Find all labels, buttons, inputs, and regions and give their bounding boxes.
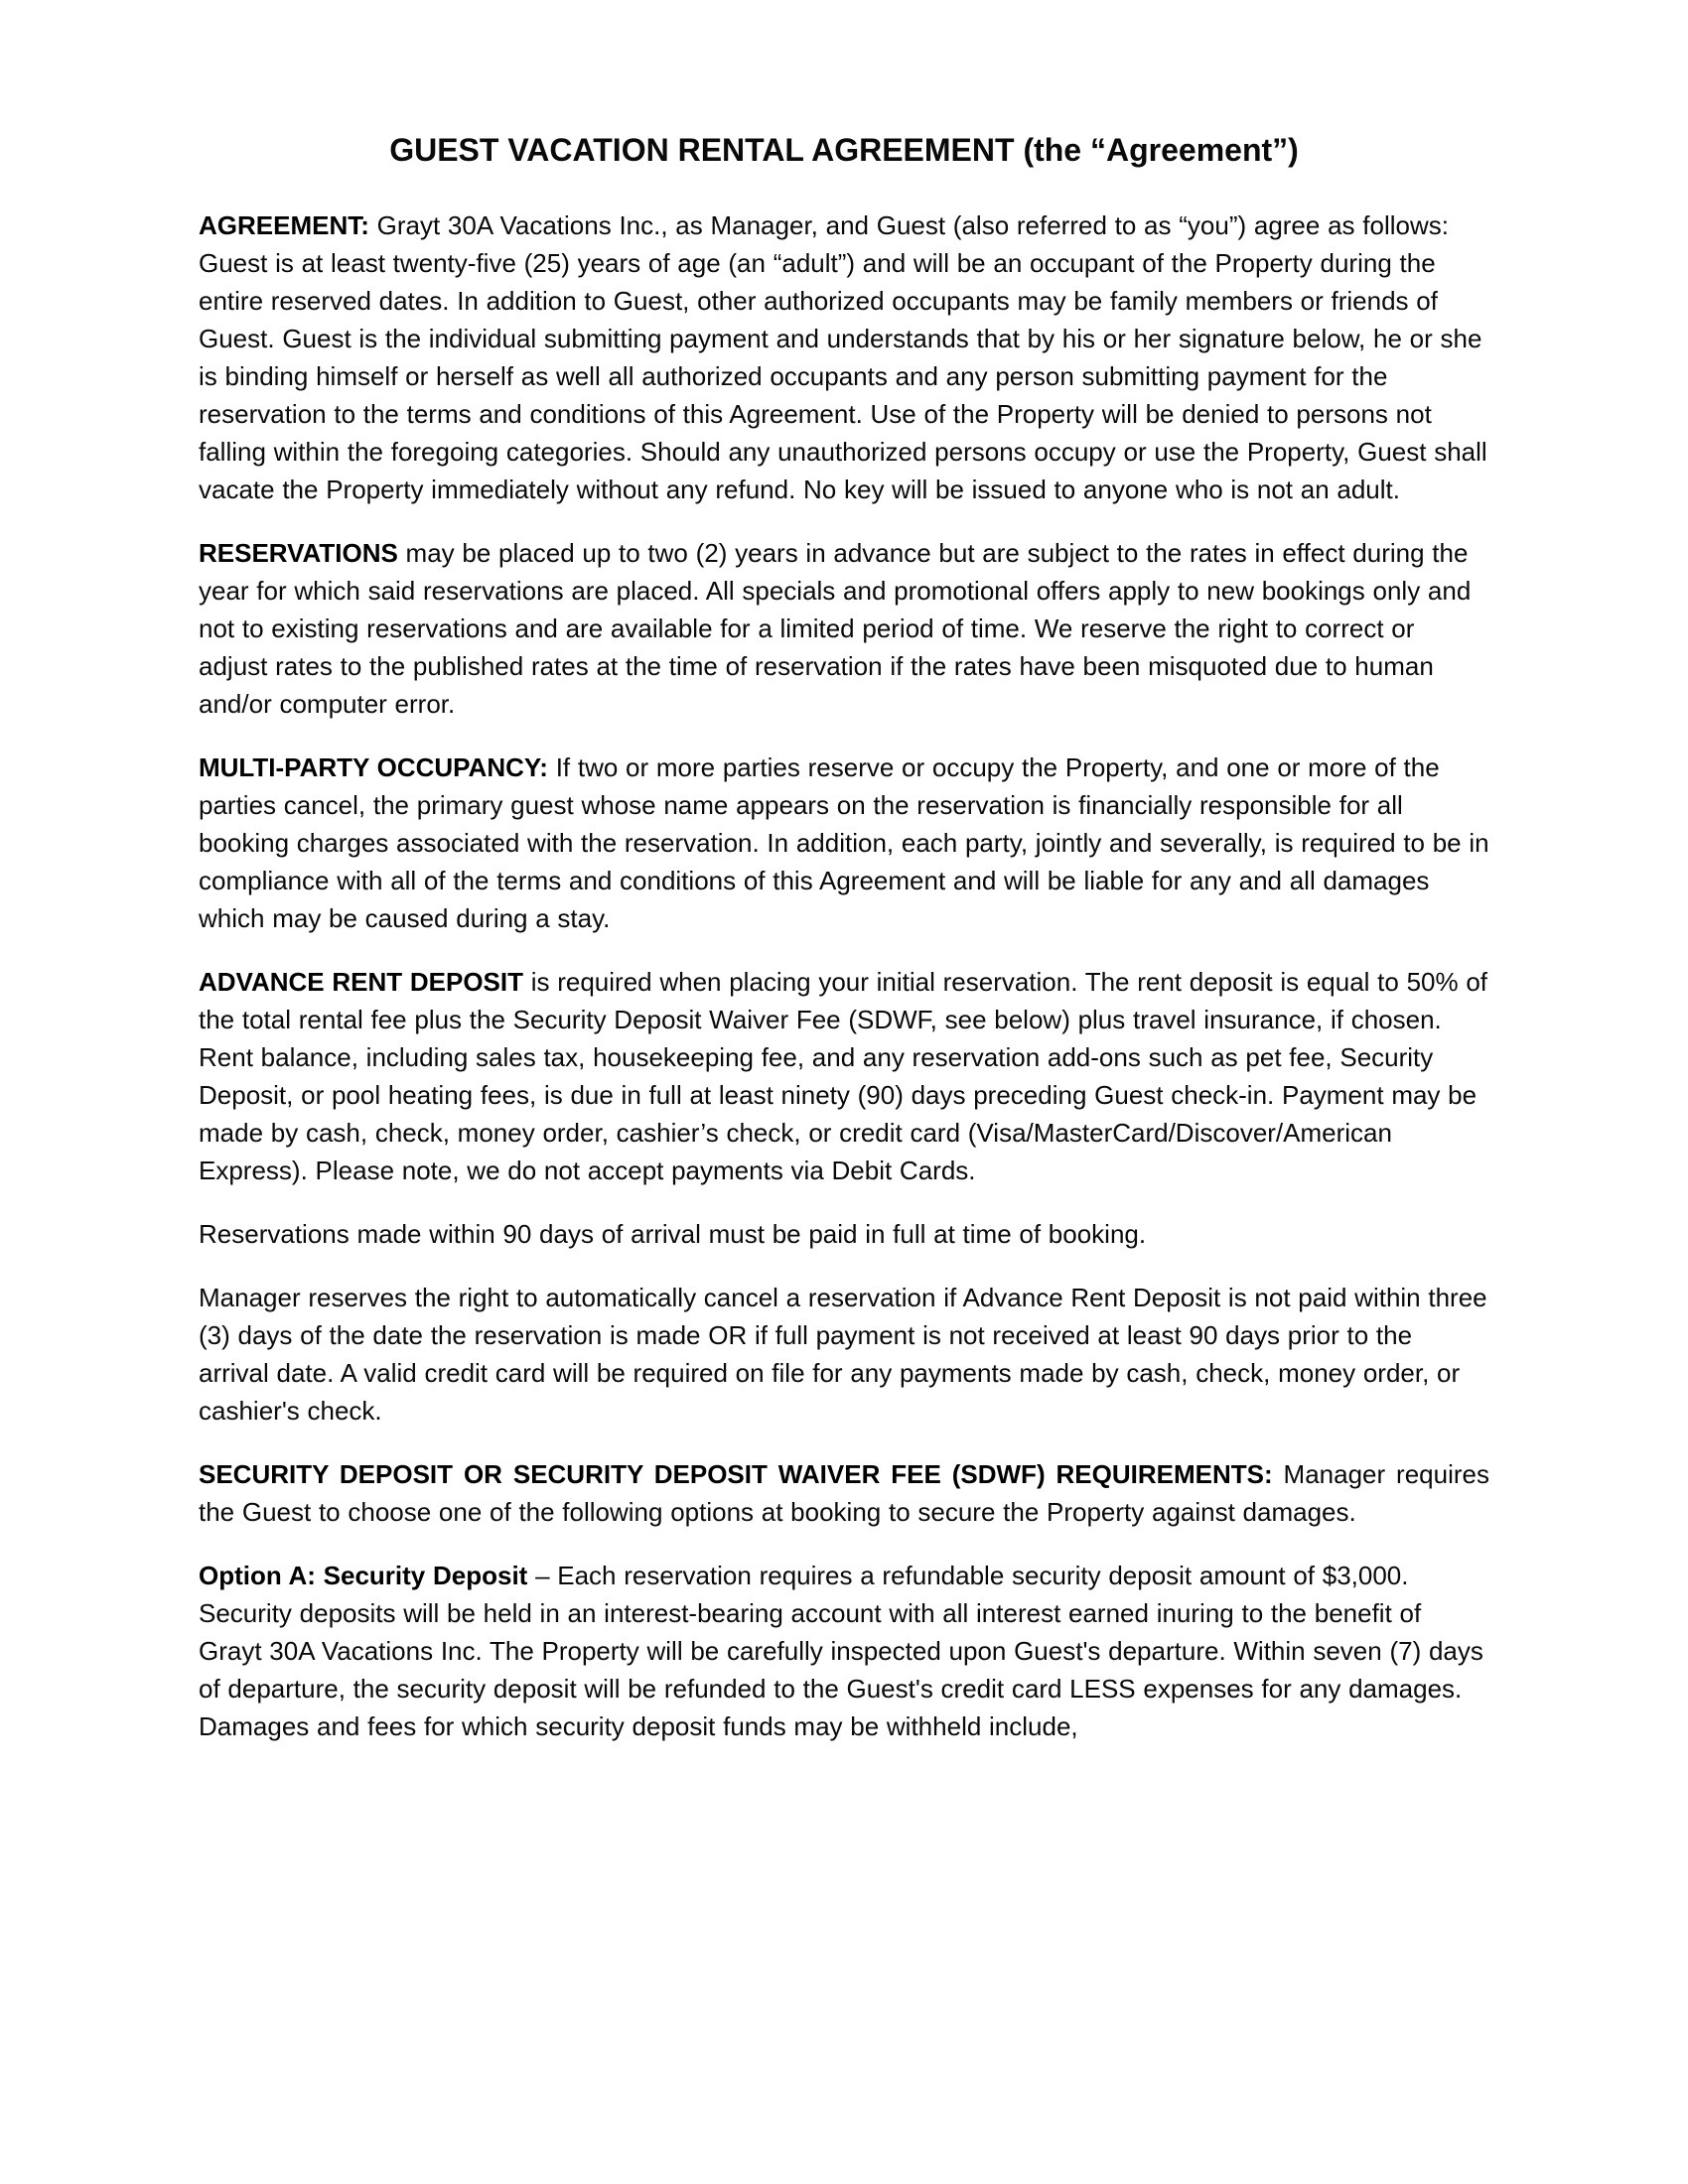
paragraph-lead: MULTI-PARTY OCCUPANCY: (199, 752, 548, 782)
document-body (199, 206, 1489, 1745)
paragraph-lead: ADVANCE RENT DEPOSIT (199, 967, 523, 997)
paragraph: ADVANCE RENT DEPOSIT is required when placing your initial reservation. The rent deposit is equal to 50% of the total rental fee plus the Security Deposit Waiver Fee (SDWF, see below) plus travel insurance, if chosen. Rent balance, including sales tax, housekeeping fee, and any reservation add-ons such as pet fee, Security Deposit, or pool heating fees, is due in full at least ninety (90) days preceding Guest check-in. Payment may be made by cash, check, money order, cashier’s check, or credit card (Visa/MasterCard/Discover/American Express). Please note, we do not accept payments via Debit Cards. (199, 967, 1488, 1185)
paragraph-lead: AGREEMENT: (199, 210, 369, 240)
paragraph: AGREEMENT: Grayt 30A Vacations Inc., as Manager, and Guest (also referred to as “you”) agree as follows: Guest is at least twenty-five (25) years of age (an “adult”) and will be an occupant of the Property during the entire reserved dates. In addition to Guest, other authorized occupants may be family members or friends of Guest. Guest is the individual submitting payment and understands that by his or her signature below, he or she is binding himself or herself as well all authorized occupants and any person submitting payment for the reservation to the terms and conditions of this Agreement. Use of the Property will be denied to persons not falling within the foregoing categories. Should any unauthorized persons occupy or use the Property, Guest shall vacate the Property immediately without any refund. No key will be issued to anyone who is not an adult. (199, 210, 1487, 504)
paragraph: Manager reserves the right to automatically cancel a reservation if Advance Rent Deposit is not paid within three (3) days of the date the reservation is made OR if full payment is not received at least 90 days prior to the arrival date. A valid credit card will be required on file for any payments made by cash, check, money order, or cashier's check. (199, 1283, 1487, 1426)
paragraph-lead: RESERVATIONS (199, 538, 398, 568)
paragraph: SECURITY DEPOSIT OR SECURITY DEPOSIT WAIVER FEE (SDWF) REQUIREMENTS: Manager requires the Guest to choose one of the following options at booking to secure the Property against damages. (199, 1459, 1489, 1527)
paragraph-lead: SECURITY DEPOSIT OR SECURITY DEPOSIT WAIVER FEE (SDWF) REQUIREMENTS: (199, 1459, 1273, 1489)
paragraph: Option A: Security Deposit – Each reservation requires a refundable security deposit amount of $3,000. Security deposits will be held in an interest-bearing account with all interest earned inuring to the benefit of Grayt 30A Vacations Inc. The Property will be carefully inspected upon Guest's departure. Within seven (7) days of departure, the security deposit will be refunded to the Guest's credit card LESS expenses for any damages. Damages and fees for which security deposit funds may be withheld include, (199, 1561, 1483, 1741)
paragraph: MULTI-PARTY OCCUPANCY: If two or more parties reserve or occupy the Property, and one or more of the parties cancel, the primary guest whose name appears on the reservation is financially responsible for all booking charges associated with the reservation. In addition, each party, jointly and severally, is required to be in compliance with all of the terms and conditions of this Agreement and will be liable for any and all damages which may be caused during a stay. (199, 752, 1489, 933)
paragraph: RESERVATIONS may be placed up to two (2) years in advance but are subject to the rates in effect during the year for which said reservations are placed. All specials and promotional offers apply to new bookings only and not to existing reservations and are available for a limited period of time. We reserve the right to correct or adjust rates to the published rates at the time of reservation if the rates have been misquoted due to human and/or computer error. (199, 538, 1472, 719)
paragraph-lead: Option A: Security Deposit (199, 1561, 528, 1590)
paragraph: Reservations made within 90 days of arrival must be paid in full at time of booking. (199, 1219, 1147, 1249)
document-title: GUEST VACATION RENTAL AGREEMENT (the “Agreement”) (389, 132, 1299, 168)
